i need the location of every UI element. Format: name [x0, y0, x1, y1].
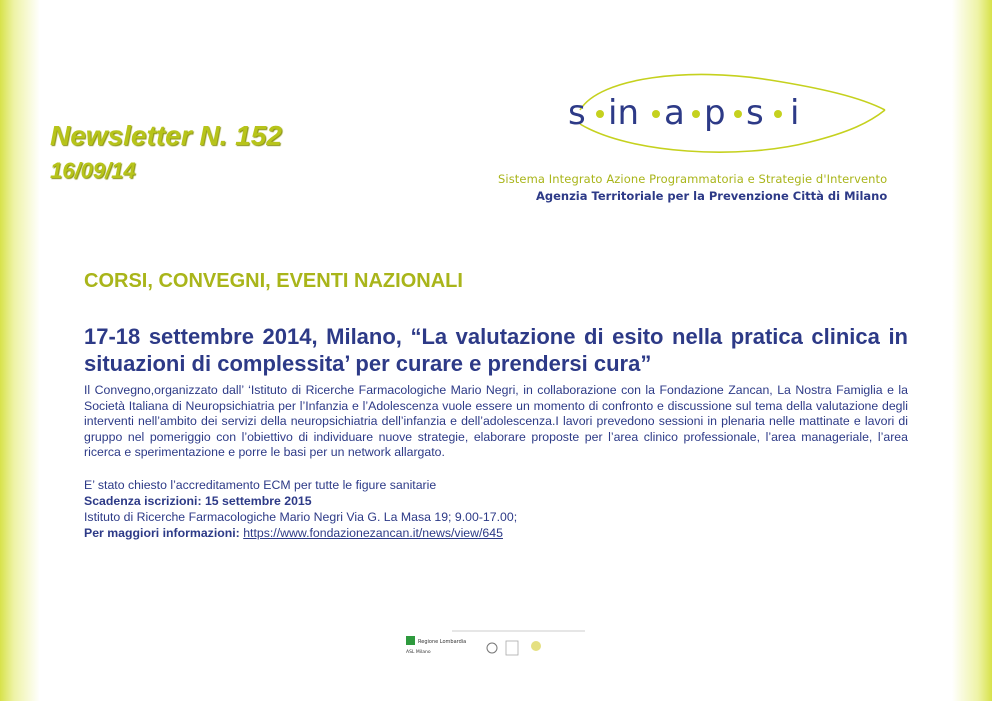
info-link[interactable]: https://www.fondazionezancan.it/news/view/645: [243, 526, 503, 540]
logo-letter-p: p: [704, 93, 726, 133]
logo-letter-in: in: [608, 93, 639, 133]
logo-letter-i: i: [790, 93, 800, 133]
info-label: Per maggiori informazioni:: [84, 526, 240, 540]
logo-letter-a: a: [664, 93, 685, 133]
venue: Istituto di Ricerche Farmacologiche Mario Negri Via G. La Masa 19; 9.00-17.00;: [84, 510, 518, 524]
logo-subtitle: Sistema Integrato Azione Programmatoria e Strategie d'Intervento: [498, 172, 888, 186]
right-edge-gradient: [952, 0, 992, 701]
left-edge-gradient: [0, 0, 40, 701]
footer-emblem-icon: [531, 641, 541, 651]
section-heading: CORSI, CONVEGNI, EVENTI NAZIONALI: [84, 270, 463, 292]
regione-lombardia-label: Regione Lombardia: [418, 639, 467, 645]
newsletter-title: Newsletter N. 152: [50, 120, 282, 151]
logo-dot: [692, 110, 700, 118]
sinapsi-logo: [540, 62, 900, 162]
logo-dot: [774, 110, 782, 118]
article-body: Il Convegno,organizzato dall’ ‘Istituto di Ricerche Farmacologiche Mario Negri, in collaborazione con la Fondazione Zancan, La Nostra Famiglia e la Società Italiana di Neuropsichiatria per l’Infanzia e l’Adolescenza vuole essere un momento di confronto e discussione sul tema della valutazione degli interventi nell’ambito dei servizi della neuropsichiatria dell’infanzia e dell’adolescenza.I lavori prevedono sessioni in plenaria nelle mattinate e lavori di gruppo nel pomeriggio con l’obiettivo di individuare nuove strategie, elaborare proposte per l’area clinico professionale, l’area manageriale, l’area ricerca e sperimentazione e porre le basi per un network allargato.: [84, 383, 908, 459]
logo-agency: Agenzia Territoriale per la Prevenzione Città di Milano: [536, 189, 888, 203]
logo-letter-s1: s: [568, 93, 586, 133]
asl-milano-label: ASL Milano: [406, 650, 431, 655]
logo-dot: [596, 110, 604, 118]
regione-lombardia-mark: [406, 636, 415, 645]
deadline: Scadenza iscrizioni: 15 settembre 2015: [84, 494, 312, 508]
logo-letter-s2: s: [746, 93, 764, 133]
logo-dot: [734, 110, 742, 118]
footer-crest-icon: [506, 641, 518, 655]
footer-logos: [400, 628, 590, 664]
logo-dot: [652, 110, 660, 118]
info-line: [84, 526, 503, 540]
footer-seal-icon: [487, 643, 497, 653]
article-title: 17-18 settembre 2014, Milano, “La valutazione di esito nella pratica clinica in situazioni di complessita’ per curare e prendersi cura”: [84, 324, 908, 376]
newsletter-date: 16/09/14: [50, 158, 136, 183]
ecm-note: E’ stato chiesto l’accreditamento ECM per tutte le figure sanitarie: [84, 478, 437, 492]
